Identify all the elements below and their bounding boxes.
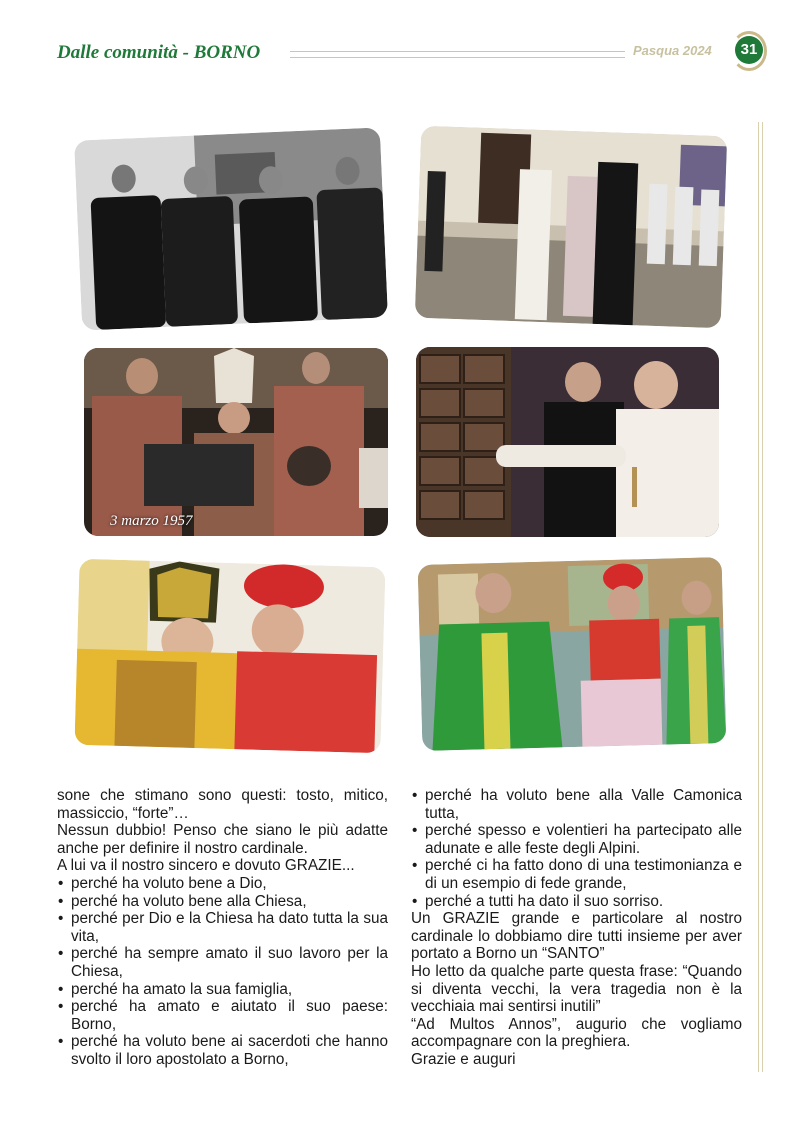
list-item: • perché ha sempre amato il suo lavoro per la Chiesa,	[57, 945, 388, 980]
list-item: • perché per Dio e la Chiesa ha dato tutta la sua vita,	[57, 910, 388, 945]
left-text-column	[57, 787, 388, 1069]
paragraph: Un GRAZIE grande e particolare al nostro cardinale lo dobbiamo dire tutti insieme per aver portato a Borno un “SANTO”	[411, 910, 742, 963]
paragraph: Nessun dubbio! Penso che siano le più adatte anche per definire il nostro cardinale.	[57, 822, 388, 857]
thanks-list-continued	[411, 787, 742, 910]
list-item: • perché ha voluto bene ai sacerdoti che hanno svolto il loro apostolato a Borno,	[57, 1033, 388, 1068]
photo-pope-archive	[416, 347, 719, 537]
paragraph: A lui va il nostro sincero e dovuto GRAZIE...	[57, 857, 355, 875]
photo-cardinal-embrace	[74, 559, 385, 753]
photo-ordination-1957	[84, 348, 388, 536]
list-item: • perché ha voluto bene alla Chiesa,	[57, 893, 388, 911]
paragraph: Grazie e auguri	[411, 1050, 516, 1068]
paragraph: “Ad Multos Annos”, augurio che vogliamo accompagnare con la preghiera.	[411, 1015, 742, 1051]
list-item: • perché ha amato e aiutato il suo paese: Borno,	[57, 998, 388, 1033]
photo-priests-group	[74, 127, 388, 330]
photo-papal-hall	[415, 126, 728, 329]
list-item: • perché spesso e volentieri ha partecipato alle adunate e alle feste degli Alpini.	[411, 822, 742, 857]
photo-procession	[418, 557, 727, 751]
paragraph: Ho letto da qualche parte questa frase: “Quando si diventa vecchi, la vera tragedia non è la vecchiaia mai sentirsi inutili”	[411, 962, 742, 1016]
list-item: • perché ci ha fatto dono di una testimonianza e di un esempio di fede grande,	[411, 857, 742, 892]
page-number-badge	[731, 31, 771, 71]
issue-label: Pasqua 2024	[633, 43, 712, 58]
page-number: 31	[735, 36, 763, 64]
side-rule	[758, 122, 763, 1072]
paragraph: sone che stimano sono questi: tosto, mitico, massiccio, “forte”…	[57, 787, 388, 822]
thanks-list	[57, 875, 388, 1069]
list-item: • perché a tutti ha dato il suo sorriso.	[411, 893, 742, 911]
header-rule	[290, 51, 625, 58]
photo-caption: 3 marzo 1957	[110, 513, 193, 529]
section-title: Dalle comunità - BORNO	[57, 42, 261, 63]
list-item: • perché ha voluto bene a Dio,	[57, 875, 388, 893]
list-item: • perché ha voluto bene alla Valle Camonica tutta,	[411, 787, 742, 822]
right-text-column	[411, 787, 742, 1069]
list-item: • perché ha amato la sua famiglia,	[57, 981, 388, 999]
